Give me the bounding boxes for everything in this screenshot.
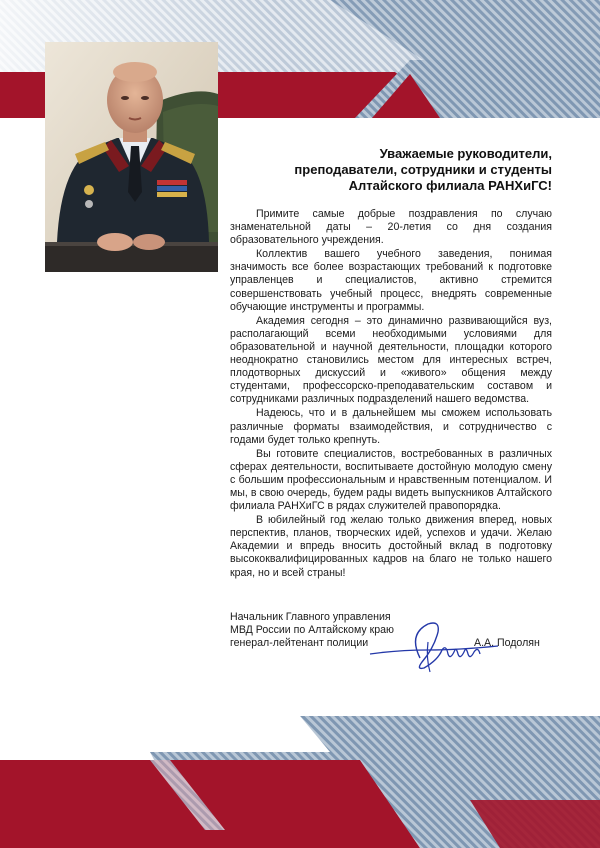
letter-paragraph: Вы готовите специалистов, востребованных в различных сферах деятельности, воспитываете достойную молодую смену с большим профессиональным и нравственным потенциалом. И мы, в свою очередь, будем рады видеть выпускников Алтайского филиала РАНХиГС в рядах служителей правопорядка. [230, 447, 552, 513]
letter-paragraph: Надеюсь, что и в дальнейшем мы сможем использовать различные форматы взаимодействия, и сотрудничество с годами будет только крепнуть. [230, 407, 552, 446]
letter-paragraph: Коллектив вашего учебного заведения, понимая значимость все более возрастающих требований к подготовке управленцев и специалистов, активно стремится совершенствовать учебный процесс, внедрять современные обучающие инструменты и программы. [230, 248, 552, 313]
letter-body [230, 208, 552, 581]
heading-line: преподаватели, сотрудники и студенты [294, 162, 552, 177]
signatory-title-line: Начальник Главного управления [230, 611, 391, 623]
signatory-title-line: МВД России по Алтайскому краю [230, 624, 394, 637]
greeting-heading [230, 146, 552, 194]
letter-paragraph: Академия сегодня – это динамично развивающийся вуз, располагающий всеми необходимыми условиями для образовательной и научной деятельности, площадки которого неоднократно становились местом для интересных встреч, плодотворных дискуссий и «живого» общения между студентами, профессорско-преподавательским составом и сотрудниками различных подразделений нашего ведомства. [230, 314, 552, 406]
official-portrait-photo [45, 42, 218, 272]
heading-line: Алтайского филиала РАНХиГС! [348, 178, 552, 193]
signatory-title-line: генерал-лейтенант полиции [230, 637, 369, 650]
signatory-name: А.А. Подолян [474, 637, 540, 649]
letter-paragraph: В юбилейный год желаю только движения вперед, новых перспектив, планов, творческих идей, успехов и удачи. Желаю Академии и впредь вносить достойный вклад в подготовку высококвалифицированных кадров на благо не только нашего края, но и всей страны! [230, 514, 552, 579]
letter-paragraph: Примите самые добрые поздравления по случаю знаменательной даты – 20-летия со дня создания образовательного учреждения. [230, 208, 552, 247]
heading-line: Уважаемые руководители, [379, 146, 552, 161]
